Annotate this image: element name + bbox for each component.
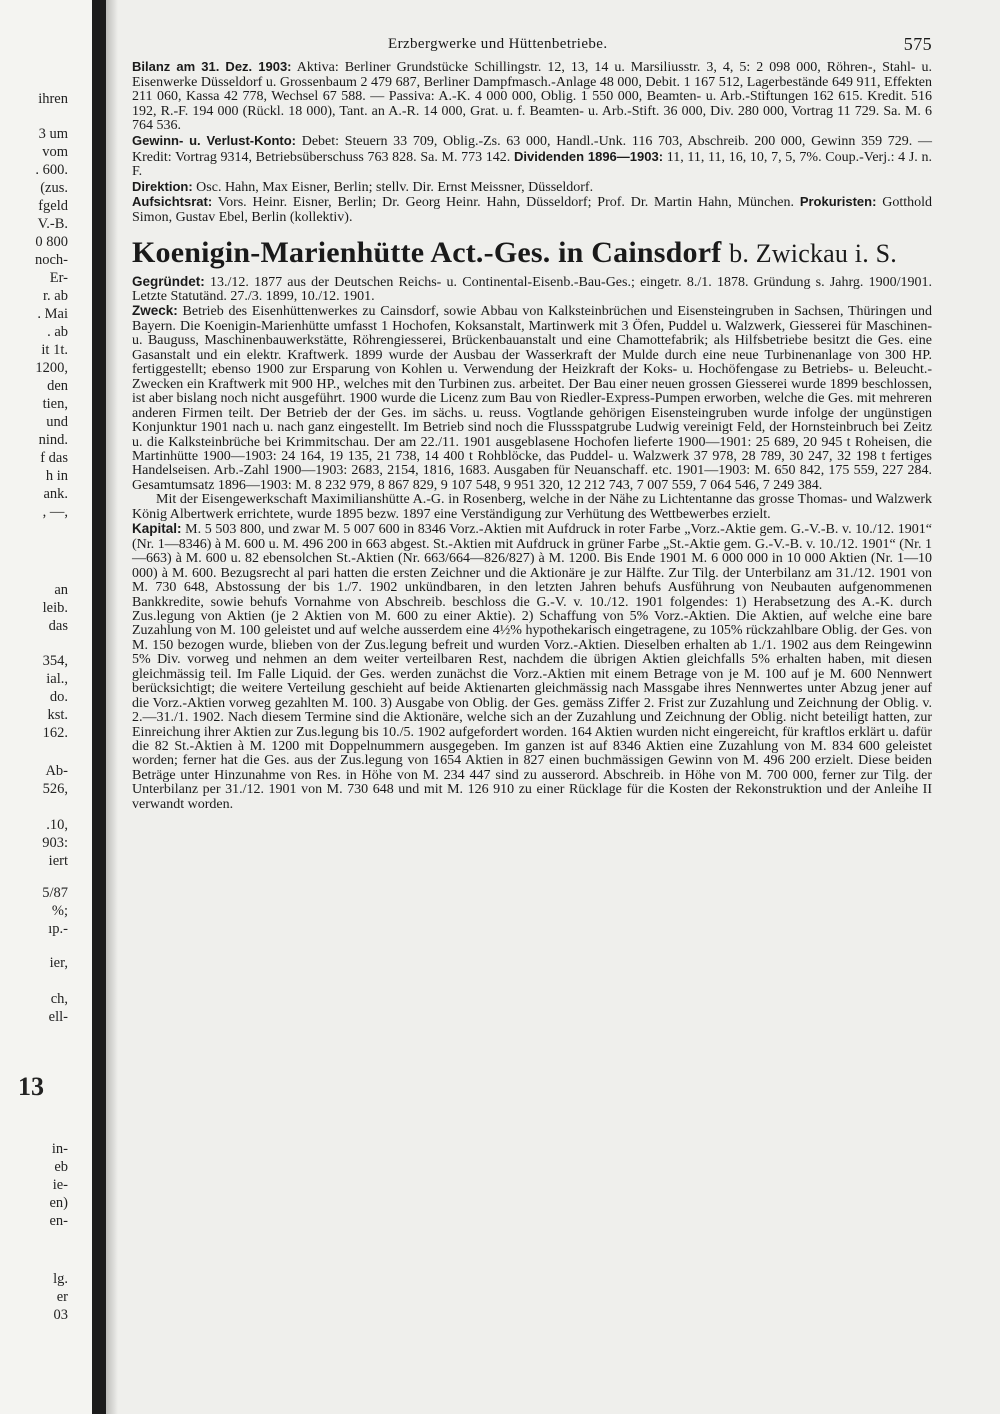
left-margin-fragment: ıp.- <box>48 921 68 937</box>
left-margin-fragment: h in <box>45 468 68 484</box>
kapital-text: M. 5 503 800, und zwar M. 5 007 600 in 8346 Vorz.-Aktien mit Aufdruck in roter Farbe „Vorz.-Aktie gem. G.-V.-B. v. 10./12. 1901“ (Nr. 1—8346) à M. 600 u. M. 496 200 in 663 abgest. St.-Aktien mit Aufdruck in grüner Farbe „St.-Aktie gem. G.-V.-B. v. 10./12. 1901“ (Nr. 1—663) à M. 600 u. 82 ebensolchen St.-Aktien (Nr. 663/664—826/827) à M. 1200. Bis Ende 1901 M. 6 000 000 in 10 000 Aktien (Nr. 1—10 000) à M. 600. Bezugsrecht al pari hatten die ersten Zeichner und die Aktionäre je zur Hälfte. Zur Tilg. der Unterbilanz am 31./12. 1901 von M. 730 648, Abstossung der bis 1./7. 1902 unkündbaren, in den letzten Jahren behufs Ausführung von Neubauten aufgenommenen Bankkredite, sowie behufs Vornahme von Abschreib. beschloss die G.-V. v. 10./12. 1901 folgendes: 1) Herabsetzung des A.-K. durch Zus.legung von Aktien (je 2 Aktien von M. 600 zu einer Aktie). 2) Schaffung von 5% Vorz.-Aktien. Die Aktien, auf welche eine bare Zuzahlung von M. 100 geleistet und auf welche ausserdem eine 4½% hypothekarisch eingetragene, zu 105% rückzahlbare Oblig. der Ges. von M. 150 bezogen wurde, blieben von der Zus.legung befreit und wurden Vorz.-Aktien. Dieselben erhalten ab 1./1. 1902 aus dem Reingewinn 5% Div. vorweg und nehmen an dem weiter verteilbaren Rest, nachdem die übrigen Aktien gleichfalls 5% erhalten haben, mit diesen gleichmässig teil. Im Falle Liquid. der Ges. werden zunächst die Vorz.-Aktien mit einem Betrage von je M. 100 auf je M. 600 Nennwert berücksichtigt; die weitere Verteilung geschieht auf beide Aktienarten gleichmässig nach Massgabe ihres Nennwertes unter Abzug jener auf die Vorz.-Aktien vorweg gezahlten M. 100. 3) Ausgabe von Oblig. der Ges. gemäss Ziffer 2. Frist zur Zuzahlung und Zeichnung der Oblig. v. 2.—31./1. 1902. Nach diesem Termine sind die Aktionäre, welche sich an der Zuzahlung und Zeichnung der Oblig. nicht beteiligt hatten, zur Einreichung ihrer Aktien zur Zus.legung bis 10./5. 1902 aufgefordert worden. 164 Aktien wurden nicht eingereicht, für kraftlos erklärt u. dafür die 82 St.-Aktien à M. 1200 mit Doppelnummern ausgegeben. Im ganzen ist auf 8346 Aktien eine Zuzahlung von M. 834 600 geleistet worden; ferner hat die Ges. aus der Zus.legung von 1654 Aktien in 827 einen buchmässigen Gewinn von M. 496 200 erzielt. Diese beiden Beträge unter Hinzunahme von Res. in Höhe von M. 234 447 sind zu ausserord. Abschreib. in Höhe von M. 700 000, ferner zur Tilg. der Unterbilanz per 31./12. 1901 von M. 730 648 und mit M. 126 910 zu einer Rücklage für die Kosten der Rekonstruktion und der Anleihe II verwandt worden. <box>132 522 932 812</box>
left-margin-fragment: iert <box>48 853 68 869</box>
left-margin-fragment: das <box>48 618 68 634</box>
bilanz-paragraph <box>132 60 932 134</box>
left-margin-fragment: lg. <box>53 1271 68 1287</box>
company-location: b. Zwickau i. S. <box>729 238 897 268</box>
left-margin-fragment: nind. <box>38 432 68 448</box>
left-margin-fragment: den <box>47 378 68 394</box>
left-margin-fragment: .10, <box>46 817 68 833</box>
left-margin-fragment: ihren <box>38 91 68 107</box>
left-margin-fragment: kst. <box>47 707 68 723</box>
left-margin-fragment: it 1t. <box>41 342 68 358</box>
left-margin-fragment: . 600. <box>35 162 68 178</box>
left-margin-fragment: eb <box>54 1159 68 1175</box>
left-margin-fragment: ell- <box>48 1009 68 1025</box>
prokuristen-label: Prokuristen: <box>799 194 877 210</box>
left-margin-fragment: tien, <box>42 396 68 412</box>
zweck-paragraph-2 <box>132 493 932 522</box>
running-head-title: Erzbergwerke und Hüttenbetriebe. <box>388 36 608 52</box>
gewinn-text: Debet: Steuern 33 709, Oblig.-Zs. 63 000, Handl.-Unk. 116 703, Abschreib. 200 000, Gewinn 359 729. — Kredit: Vortrag 9314, Betriebsüberschuss 763 828. Sa. M. 773 142. <box>132 133 932 165</box>
left-margin-fragment: 03 <box>53 1307 68 1323</box>
left-margin-fragment: %; <box>51 903 68 919</box>
left-margin-fragment: er <box>56 1289 68 1305</box>
left-margin-fragment: 526, <box>42 781 68 797</box>
left-margin-fragment: fgeld <box>38 198 68 214</box>
direktion-label: Direktion: <box>132 178 193 194</box>
dividenden-label: Dividenden 1896—1903: <box>514 148 664 164</box>
aufsichtsrat-text: Vors. Heinr. Eisner, Berlin; Dr. Georg Heinr. Hahn, Düsseldorf; Prof. Dr. Martin Hahn, München. <box>217 195 794 211</box>
left-margin-fragment: , —, <box>42 504 68 520</box>
left-margin-fragment: f das <box>40 450 68 466</box>
left-margin-fragment: Er- <box>49 270 68 286</box>
left-margin-fragment: leib. <box>42 600 68 616</box>
left-margin-fragment: 0 800 <box>35 234 68 250</box>
left-margin-fragment: en- <box>49 1213 68 1229</box>
kapital-label: Kapital: <box>132 521 182 537</box>
previous-company-entry <box>132 60 932 226</box>
left-margin-fragment: ank. <box>43 486 68 502</box>
left-margin-fragment: 903: <box>42 835 68 851</box>
left-margin-fragment: do. <box>49 689 68 705</box>
left-margin-fragment: 3 um <box>38 126 68 142</box>
aufsichtsrat-label: Aufsichtsrat: <box>132 194 213 210</box>
kapital-paragraph <box>132 522 932 812</box>
left-margin-fragment: 1200, <box>35 360 68 376</box>
left-margin-fragment: an <box>54 582 68 598</box>
left-margin-fragment: ier, <box>49 955 68 971</box>
zweck-label: Zweck: <box>132 303 178 319</box>
zweck-text: Betrieb des Eisenhüttenwerkes zu Cainsdorf, sowie Abbau von Kalksteinbrüchen und Eisensteingruben in Sachsen, Thüringen und Bayern. Die Koenigin-Marienhütte umfasst 1 Hochofen, Koksanstalt, Martinwerk mit 3 Öfen, Puddel u. Walzwerk, Giesserei für Maschinen- u. Bauguss, Maschinenbauwerkstätte, Röhrengiesserei, Brückenbauanstalt und eine Chamottefabrik; als Hilfsbetriebe besitzt die Ges. eine Gasanstalt und ein elektr. Kraftwerk. 1899 wurde der Ausbau der Wasserkraft der Mulde durch eine neue Turbinenanlage von 300 HP. fertiggestellt; ebenso 1900 zur Ersparung von Kohlen u. Verwendung der Heizkraft der Koks- u. Hochöfengase zu Betriebs- u. Beleucht.-Zwecken ein Kraftwerk mit 900 HP., welches mit den Turbinen zus. arbeitet. Der Bau einer neuen grossen Giesserei wurde 1899 beschlossen, ist aber bislang noch nicht ausgeführt. 1900 wurde die Licenz zum Bau von Riedler-Express-Pumpen erworben, welche die Ges. mit mehreren anderen Firmen teilt. Der Betrieb der der Ges. im sächs. u. reuss. Vogtlande gehörigen Eisensteingruben wurde infolge der ungünstigen Konjunktur 1901 nach u. nach ganz eingestellt. Im Betrieb sind noch die Flussspatgrube Ludwig vereinigt Feld, der Hornsteinbruch bei Zeitz u. die Kalksteinbrüche bei Krimmitschau. Der am 22./11. 1901 ausgeblasene Hochofen lieferte 1900—1901: 25 689, 20 945 t Roheisen, die Martinhütte 1900—1903: 24 164, 19 135, 21 738, 14 400 t Rohblöcke, das Puddel- u. Walzwerk 37 978, 28 789, 30 247, 32 198 t fertiges Handelseisen. Arb.-Zahl 1900—1903: 2683, 2154, 1816, 1683. Ausgaben für Neuanschaff. etc. 1901—1903: M. 650 842, 175 559, 227 284. Gesamtumsatz 1896—1903: M. 8 232 979, 8 867 829, 9 107 548, 9 951 320, 12 212 743, 7 007 559, 7 064 546, 7 249 384. <box>132 304 932 493</box>
left-margin-fragment: V.-B. <box>37 216 68 232</box>
left-margin-fragment: ch, <box>50 991 68 1007</box>
left-margin-fragment: 5/87 <box>42 885 68 901</box>
company-name: Koenigin-Marienhütte Act.-Ges. in Cainsdorf <box>132 235 722 269</box>
left-margin-fragment: vom <box>42 144 68 160</box>
gegruendet-text: 13./12. 1877 aus der Deutschen Reichs- u. Continental-Eisenb.-Bau-Ges.; eingetr. 8./1. 1878. Gründung s. Jahrg. 1900/1901. Letzte Statutänd. 27./3. 1899, 10./12. 1901. <box>132 274 932 304</box>
book-gutter <box>92 0 106 1414</box>
left-margin-fragment: ie- <box>52 1177 68 1193</box>
left-margin-fragment: 354, <box>42 653 68 669</box>
zweck-paragraph <box>132 304 932 493</box>
gewinn-paragraph <box>132 134 932 180</box>
left-margin-fragment: ial., <box>46 671 68 687</box>
left-margin-fragment: . ab <box>47 324 68 340</box>
left-margin-fragment: en) <box>49 1195 68 1211</box>
left-margin-fragment: und <box>46 414 68 430</box>
gewinn-label: Gewinn- u. Verlust-Konto: <box>132 132 296 148</box>
left-margin-fragment: 162. <box>42 725 68 741</box>
left-margin-fragment: in- <box>51 1141 68 1157</box>
left-margin-fragment: . Mai <box>37 306 68 322</box>
direktion-text: Osc. Hahn, Max Eisner, Berlin; stellv. Dir. Ernst Meissner, Düsseldorf. <box>196 179 594 195</box>
bilanz-text: Aktiva: Berliner Grundstücke Schillingstr. 12, 13, 14 u. Marsiliusstr. 3, 4, 5: 2 098 000, Röhren-, Stahl- u. Eisenwerke Düsseldorf u. Grossenbaum 2 479 687, Berliner Dampfmasch.-Anlage 48 000, Debit. 1 167 512, Lagerbestände 649 911, Effekten 211 060, Kassa 42 778, Wechsel 67 588. — Passiva: A.-K. 4 000 000, Oblig. 1 550 000, Beamten- u. Arb.-Stiftungen 162 615. Kredit. 516 192, R.-F. 194 000 (Rückl. 18 000), Tant. an A.-R. 14 000, Grat. u. f. Beamten- u. Arb.-Stift. 36 000, Div. 280 000, Vortrag 11 729. Sa. M. 6 764 536. <box>132 60 932 134</box>
gutter-shadow <box>106 0 118 1414</box>
left-margin-fragment: r. ab <box>43 288 68 304</box>
left-page-margin <box>0 0 92 1414</box>
zweck-text-2: Mit der Eisengewerkschaft Maximilianshütte A.-G. in Rosenberg, welche in der Nähe zu Lichtentanne das grosse Thomas- und Walzwerk König Albertwerk errichtete, wurde 1895 bezw. 1897 eine Verständigung zur Verhütung des Wettbewerbes erzielt. <box>132 492 932 522</box>
aufsichtsrat-paragraph <box>132 195 932 225</box>
page-content <box>132 36 932 812</box>
running-head <box>132 36 932 60</box>
page-number: 575 <box>903 34 932 54</box>
left-margin-fragment: (zus. <box>40 180 68 196</box>
dividenden-text: 11, 11, 11, 16, 10, 7, 5, 7%. Coup.-Verj.: 4 J. n. F. <box>132 149 932 180</box>
gegruendet-paragraph <box>132 275 932 305</box>
left-margin-fragment: Ab- <box>45 763 68 779</box>
direktion-paragraph <box>132 180 932 196</box>
company-title <box>132 236 932 271</box>
bilanz-label: Bilanz am 31. Dez. 1903: <box>132 59 292 74</box>
left-margin-fragment: 13 <box>18 1072 44 1101</box>
left-margin-fragment: noch- <box>34 252 68 268</box>
prokuristen-text: Gotthold Simon, Gustav Ebel, Berlin (kollektiv). <box>132 195 933 225</box>
gegruendet-label: Gegründet: <box>132 273 205 289</box>
